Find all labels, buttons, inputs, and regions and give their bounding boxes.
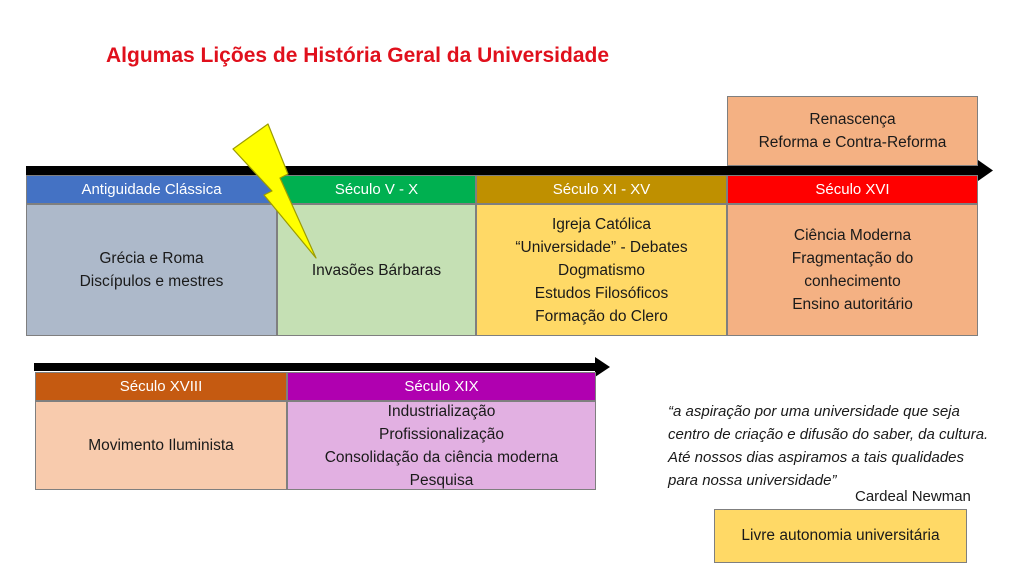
body-line: Consolidação da ciência moderna bbox=[324, 448, 559, 466]
body-line: Grécia e Roma bbox=[99, 250, 204, 267]
autonomy-box: Livre autonomia universitária bbox=[714, 509, 967, 563]
body-line: Discípulos e mestres bbox=[79, 273, 224, 290]
body-line: Igreja Católica bbox=[551, 215, 652, 233]
body-line: Movimento Iluminista bbox=[88, 437, 234, 454]
body-seculo-xix bbox=[287, 401, 596, 490]
body-line: Ensino autoritário bbox=[792, 296, 913, 313]
body-line: Formação do Clero bbox=[535, 307, 668, 325]
newman-quote: “a aspiração por uma universidade que seja centro de criação e difusão do saber, da cultura. Até nossos dias aspiramos a tais qualidades para nossa universidade” bbox=[668, 403, 989, 489]
header-seculo-xviii: Século XVIII bbox=[35, 372, 287, 401]
body-line: Profissionalização bbox=[379, 425, 504, 443]
body-line: Pesquisa bbox=[409, 471, 474, 489]
header-antiguidade-classica: Antiguidade Clássica bbox=[26, 175, 277, 204]
body-line: Estudos Filosóficos bbox=[534, 284, 669, 302]
header-seculo-v-x: Século V - X bbox=[277, 175, 476, 204]
page-title: Algumas Lições de História Geral da Universidade bbox=[106, 44, 610, 67]
callout-line-2: Reforma e Contra-Reforma bbox=[758, 134, 947, 151]
body-line: conhecimento bbox=[804, 273, 901, 290]
header-seculo-xi-xv: Século XI - XV bbox=[476, 175, 727, 204]
body-line: Industrialização bbox=[387, 402, 496, 420]
body-line: Invasões Bárbaras bbox=[311, 261, 442, 279]
body-line: “Universidade” - Debates bbox=[515, 238, 688, 256]
body-line: Dogmatismo bbox=[558, 261, 645, 279]
body-seculo-xviii bbox=[35, 401, 287, 490]
callout-line-1: Renascença bbox=[809, 111, 896, 128]
body-line: Ciência Moderna bbox=[793, 227, 912, 244]
header-seculo-xix: Século XIX bbox=[287, 372, 596, 401]
body-line: Fragmentação do bbox=[791, 250, 914, 267]
header-seculo-xvi: Século XVI bbox=[727, 175, 978, 204]
quote-author: Cardeal Newman bbox=[855, 488, 971, 505]
